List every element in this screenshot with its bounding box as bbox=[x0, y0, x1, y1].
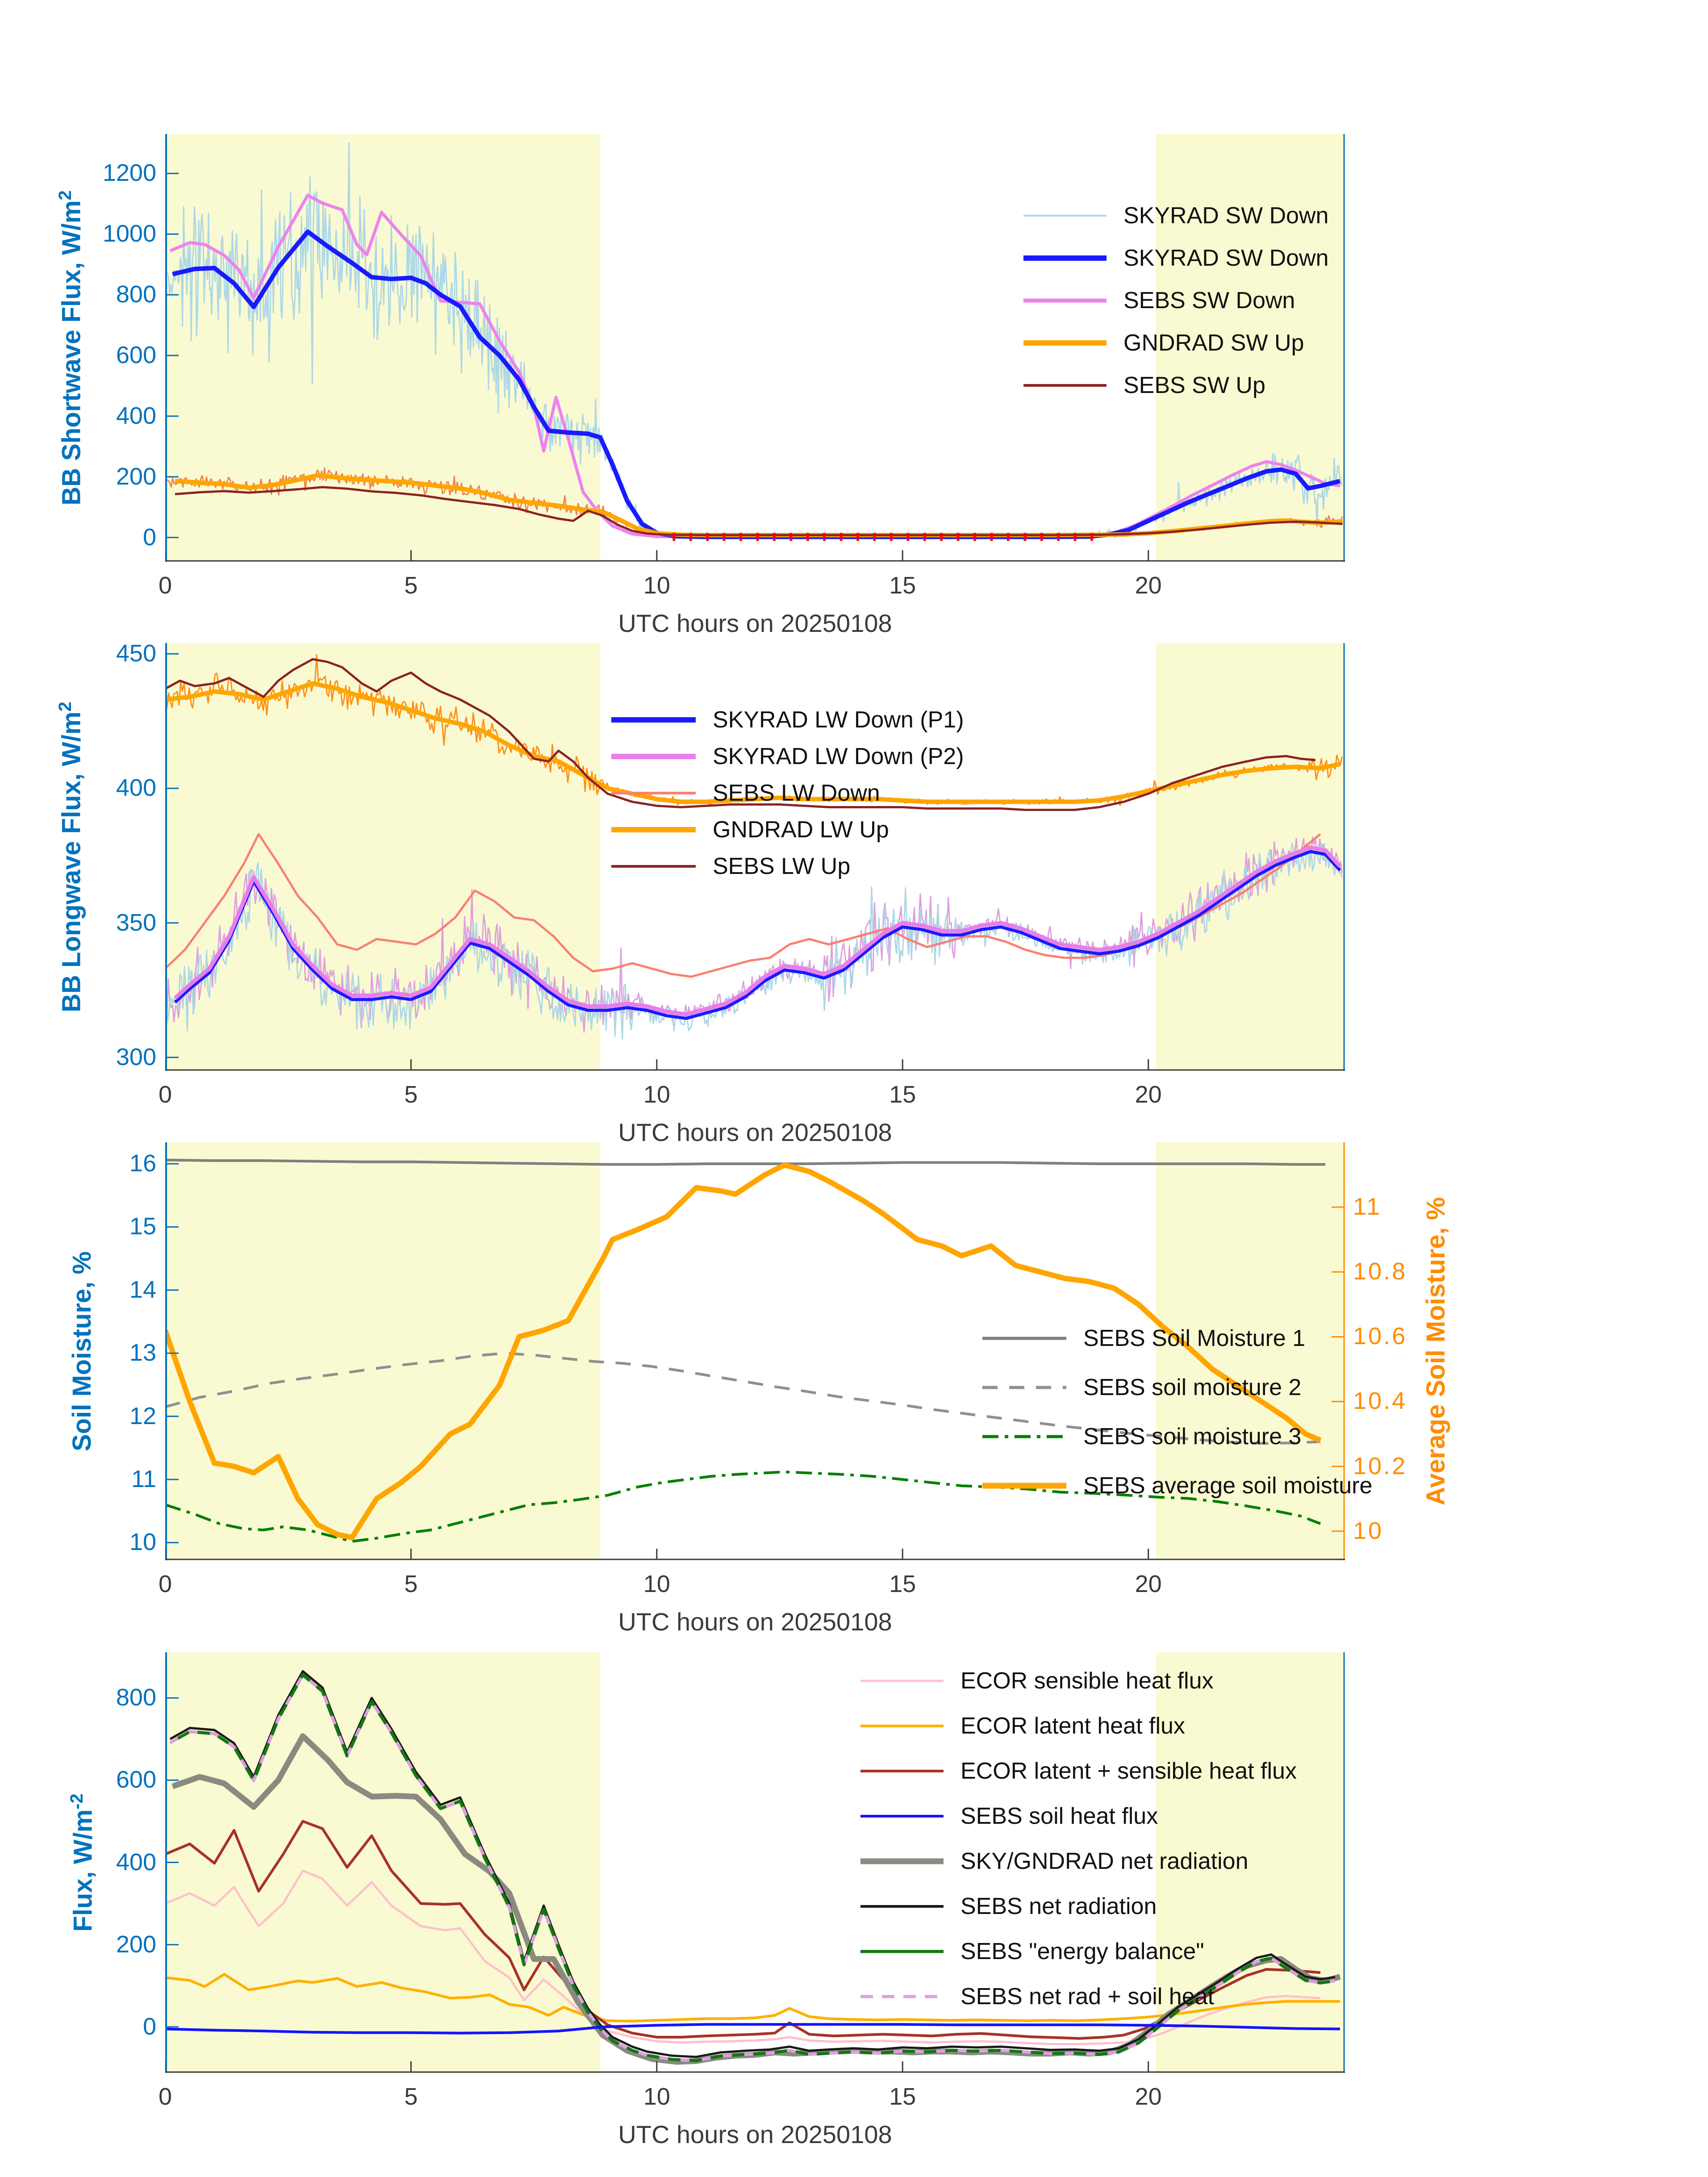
legend-line-swatch bbox=[610, 862, 697, 870]
legend-line-swatch bbox=[860, 1677, 944, 1685]
x-tick-label: 0 bbox=[158, 2083, 172, 2110]
legend-line-swatch bbox=[610, 789, 697, 797]
y-tick-label: 450 bbox=[116, 640, 156, 667]
y-tick-label: 600 bbox=[116, 1766, 156, 1793]
legend-line-swatch bbox=[860, 1812, 944, 1820]
legend-line-swatch bbox=[610, 716, 697, 724]
y-tick-label-right: 10.2 bbox=[1353, 1452, 1407, 1479]
y-tick-label-right: 10 bbox=[1353, 1517, 1384, 1544]
y-tick-label: 16 bbox=[129, 1150, 156, 1177]
legend-label: SEBS "energy balance" bbox=[960, 1938, 1204, 1964]
legend-line-swatch bbox=[1023, 381, 1107, 389]
heat-flux-y-axis-label: Flux, $W/m^{-2}$ bbox=[67, 1793, 98, 1932]
x-tick-label: 5 bbox=[404, 2083, 418, 2110]
legend-label: SEBS soil moisture 3 bbox=[1083, 1424, 1302, 1450]
legend-label: SEBS LW Down bbox=[713, 780, 880, 806]
soil-moisture-x-axis-label: UTC hours on 20250108 bbox=[618, 1608, 892, 1636]
x-tick-label: 20 bbox=[1135, 572, 1162, 599]
y-tick-label: 200 bbox=[116, 463, 156, 490]
legend-line-swatch bbox=[1023, 254, 1107, 262]
y-tick-label: 200 bbox=[116, 1930, 156, 1958]
y-tick-label: 300 bbox=[116, 1043, 156, 1070]
y-tick-label: 800 bbox=[116, 1684, 156, 1711]
legend-line-swatch bbox=[1023, 297, 1107, 305]
y-tick-label: 350 bbox=[116, 909, 156, 936]
legend-line-swatch bbox=[860, 1767, 944, 1775]
y-tick-label-right: 11 bbox=[1353, 1193, 1382, 1220]
x-tick-label: 15 bbox=[889, 1571, 916, 1597]
y-tick-label: 1200 bbox=[102, 159, 156, 187]
soil-moisture-y-axis-label: Soil Moisture, % bbox=[67, 1251, 96, 1451]
x-tick-label: 0 bbox=[158, 572, 172, 599]
legend-line-swatch bbox=[1023, 212, 1107, 220]
legend-label: SKYRAD LW Down (P1) bbox=[713, 707, 964, 733]
legend-label: GNDRAD LW Up bbox=[713, 817, 889, 843]
legend-item-skyrad-lw-down-p1 bbox=[610, 702, 964, 738]
heat-flux-x-axis-label: UTC hours on 20250108 bbox=[618, 2120, 892, 2148]
legend-item-sebs-sw-up bbox=[1023, 364, 1328, 406]
y-tick-label: 11 bbox=[131, 1466, 156, 1493]
x-tick-label: 10 bbox=[643, 1571, 670, 1597]
x-tick-label: 0 bbox=[158, 1081, 172, 1108]
legend-line-swatch bbox=[981, 1383, 1067, 1391]
legend-label: SKY/GNDRAD net radiation bbox=[960, 1848, 1249, 1874]
legend-line-swatch bbox=[860, 1902, 944, 1910]
y-tick-label-right: 10.4 bbox=[1353, 1387, 1407, 1415]
y-tick-label: 400 bbox=[116, 402, 156, 429]
legend-item-sebs-lw-up bbox=[610, 848, 964, 885]
legend-label: GNDRAD SW Up bbox=[1123, 330, 1304, 356]
legend-label: SEBS soil heat flux bbox=[960, 1803, 1158, 1829]
y-tick-label: 600 bbox=[116, 341, 156, 368]
legend-item-sebs-soil-moisture-3 bbox=[981, 1412, 1372, 1461]
x-tick-label: 5 bbox=[404, 572, 418, 599]
legend-label: SEBS LW Up bbox=[713, 853, 851, 879]
legend-line-swatch bbox=[1023, 339, 1107, 347]
shortwave-x-axis-label: UTC hours on 20250108 bbox=[618, 609, 892, 637]
legend-label: SEBS average soil moisture bbox=[1083, 1473, 1373, 1499]
legend-item-skyrad-sw-down bbox=[1023, 237, 1328, 279]
x-tick-label: 20 bbox=[1135, 1081, 1162, 1108]
y-tick-label: 13 bbox=[129, 1339, 156, 1366]
legend-label: SEBS soil moisture 2 bbox=[1083, 1375, 1302, 1400]
legend-item-sebs-lw-down bbox=[610, 775, 964, 811]
legend-label: ECOR latent + sensible heat flux bbox=[960, 1758, 1297, 1784]
legend-label: SEBS SW Up bbox=[1123, 372, 1265, 398]
x-tick-label: 10 bbox=[643, 1081, 670, 1108]
y-tick-label: 12 bbox=[129, 1402, 156, 1429]
x-tick-label: 10 bbox=[643, 2083, 670, 2110]
legend-label: SEBS net rad + soil heat bbox=[960, 1983, 1215, 2010]
x-tick-label: 15 bbox=[889, 1081, 916, 1108]
legend-label: SKYRAD LW Down (P2) bbox=[713, 744, 964, 769]
legend-item-ecor-sensible-heat-flux bbox=[860, 1658, 1297, 1703]
legend-line-swatch bbox=[981, 1482, 1067, 1490]
legend-item-sebs-soil-moisture-2 bbox=[981, 1363, 1372, 1412]
heat-flux-legend bbox=[860, 1658, 1297, 2019]
legend-item-skyrad-lw-down-p2 bbox=[610, 738, 964, 775]
legend-item-sebs-net-rad-soil-heat bbox=[860, 1974, 1297, 2019]
legend-label: ECOR latent heat flux bbox=[960, 1713, 1185, 1739]
y-tick-label: 14 bbox=[129, 1276, 156, 1303]
legend-label: SEBS SW Down bbox=[1123, 287, 1295, 313]
x-tick-label: 15 bbox=[889, 2083, 916, 2110]
legend-label: SKYRAD SW Down bbox=[1123, 245, 1329, 271]
longwave-x-axis-label: UTC hours on 20250108 bbox=[618, 1118, 892, 1146]
y-tick-label: 1000 bbox=[102, 220, 156, 247]
legend-line-swatch bbox=[860, 1993, 944, 2001]
legend-line-swatch bbox=[860, 1857, 944, 1865]
legend-line-swatch bbox=[860, 1722, 944, 1730]
y-tick-label-right: 10.8 bbox=[1353, 1258, 1407, 1285]
legend-item-gndrad-lw-up bbox=[610, 811, 964, 848]
legend-item-sebs-average-soil-moisture bbox=[981, 1461, 1372, 1510]
legend-item-ecor-latent-heat-flux bbox=[860, 1703, 1297, 1748]
y-tick-label: 800 bbox=[116, 281, 156, 308]
shaded-time-band bbox=[165, 134, 600, 562]
soil-moisture-legend bbox=[981, 1314, 1372, 1510]
legend-label: SEBS net radiation bbox=[960, 1893, 1157, 1919]
legend-item-sebs-sw-down bbox=[1023, 279, 1328, 322]
y-tick-label-right: 10.6 bbox=[1353, 1323, 1407, 1350]
x-tick-label: 15 bbox=[889, 572, 916, 599]
legend-line-swatch bbox=[610, 752, 697, 760]
legend-line-swatch bbox=[981, 1334, 1067, 1342]
x-tick-label: 20 bbox=[1135, 1571, 1162, 1597]
x-tick-label: 0 bbox=[158, 1571, 172, 1597]
longwave-y-axis-label: BB Longwave Flux, $W/m^2$ bbox=[55, 702, 86, 1012]
legend-label: SKYRAD SW Down bbox=[1123, 202, 1329, 229]
x-tick-label: 10 bbox=[643, 572, 670, 599]
y-tick-label: 0 bbox=[142, 2013, 156, 2040]
legend-item-ecor-latent-sensible-heat-flux bbox=[860, 1748, 1297, 1793]
legend-line-swatch bbox=[981, 1433, 1067, 1441]
average-soil-moisture-y-axis-label: Average Soil Moisture, % bbox=[1421, 1197, 1450, 1506]
y-tick-label: 0 bbox=[142, 523, 156, 551]
legend-item-sebs-soil-heat-flux bbox=[860, 1793, 1297, 1839]
y-tick-label: 400 bbox=[116, 1848, 156, 1876]
legend-item-sky-gndrad-net-radiation bbox=[860, 1839, 1297, 1884]
legend-label: ECOR sensible heat flux bbox=[960, 1667, 1214, 1694]
shortwave-legend bbox=[1023, 194, 1328, 406]
y-tick-label: 10 bbox=[129, 1529, 156, 1556]
legend-item-skyrad-sw-down bbox=[1023, 194, 1328, 237]
x-tick-label: 5 bbox=[404, 1571, 418, 1597]
x-tick-label: 5 bbox=[404, 1081, 418, 1108]
x-tick-label: 20 bbox=[1135, 2083, 1162, 2110]
shaded-time-band bbox=[1156, 643, 1345, 1071]
longwave-legend bbox=[610, 702, 964, 885]
shortwave-y-axis-label: BB Shortwave Flux, $W/m^2$ bbox=[55, 190, 86, 506]
legend-item-sebs-soil-moisture-1 bbox=[981, 1314, 1372, 1363]
legend-label: SEBS Soil Moisture 1 bbox=[1083, 1325, 1306, 1351]
y-tick-label: 400 bbox=[116, 774, 156, 802]
legend-line-swatch bbox=[860, 1947, 944, 1956]
legend-item-gndrad-sw-up bbox=[1023, 322, 1328, 364]
legend-line-swatch bbox=[610, 826, 697, 834]
legend-item-sebs-net-radiation bbox=[860, 1884, 1297, 1929]
y-tick-label: 15 bbox=[129, 1213, 156, 1240]
legend-item-sebs-energy-balance bbox=[860, 1929, 1297, 1974]
